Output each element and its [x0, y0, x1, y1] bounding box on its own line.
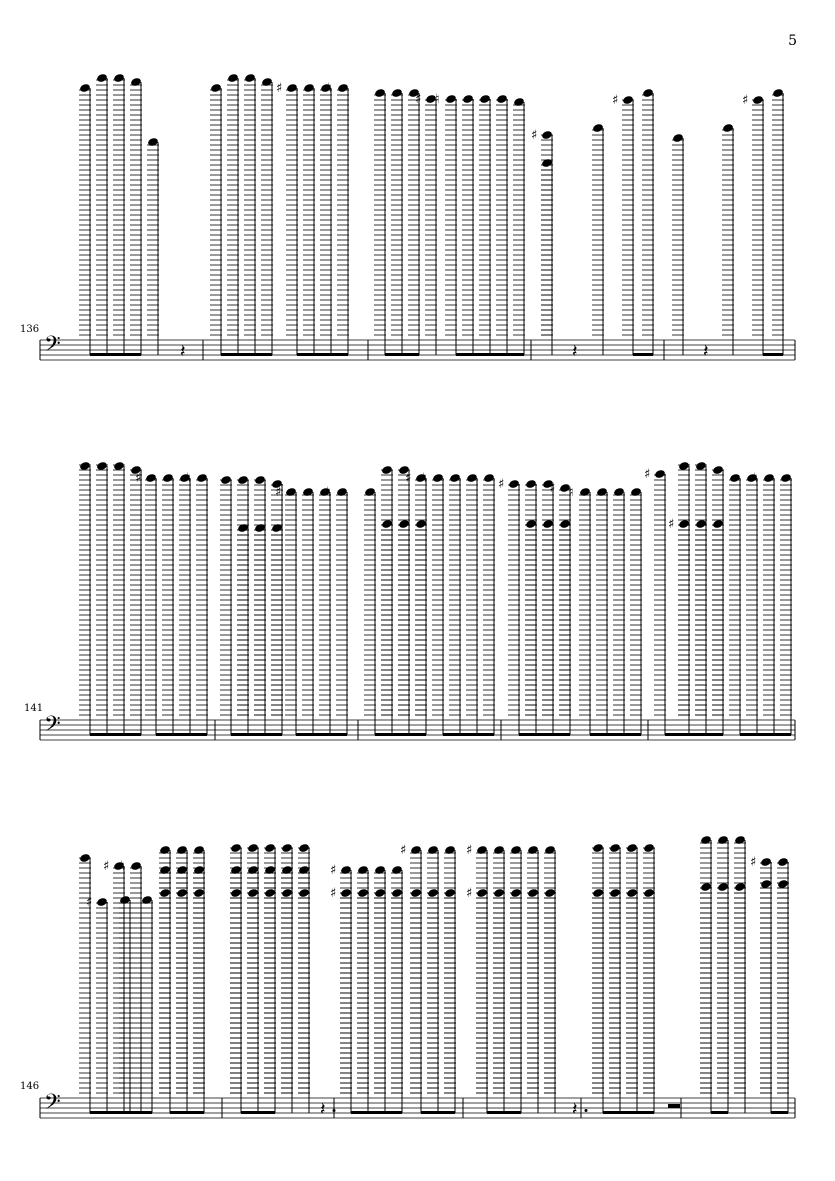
natural-icon: ♮: [326, 485, 331, 500]
notehead: [462, 94, 474, 104]
note: [364, 487, 376, 735]
notehead: [336, 487, 348, 497]
notehead: [630, 487, 642, 497]
beam: [665, 733, 723, 736]
note: [303, 83, 315, 355]
notehead: [772, 88, 784, 98]
note: [466, 473, 478, 735]
notehead: [466, 473, 478, 483]
note: [159, 888, 171, 1113]
note: [79, 461, 91, 735]
note: [210, 83, 222, 355]
notehead: [96, 73, 108, 83]
note: [141, 895, 153, 1113]
note: [668, 517, 690, 735]
notehead: [337, 83, 349, 93]
note: [135, 471, 157, 735]
notehead: [780, 473, 792, 483]
note: [449, 473, 461, 735]
notehead: [722, 123, 734, 133]
note: [79, 83, 91, 355]
note: [612, 93, 634, 355]
note: [113, 461, 125, 735]
note: [630, 487, 642, 735]
note: [422, 471, 444, 735]
beam: [385, 353, 419, 356]
notehead: [381, 465, 393, 475]
note: [559, 519, 571, 735]
note: [119, 895, 131, 1113]
sharp-icon: ♯: [531, 128, 538, 143]
notehead: [193, 845, 205, 855]
notehead: [176, 888, 188, 898]
notehead: [449, 473, 461, 483]
sharp-icon: ♯: [549, 481, 556, 496]
note: [276, 81, 298, 355]
beam: [90, 733, 141, 736]
bass-clef-icon: 𝄢: [44, 712, 61, 742]
note: [302, 487, 314, 735]
notehead: [79, 461, 91, 471]
notehead: [695, 519, 707, 529]
notehead: [196, 473, 208, 483]
sharp-icon: ♯: [86, 895, 93, 910]
note: [271, 479, 283, 735]
note: [398, 519, 410, 735]
note: [746, 473, 758, 735]
note: [193, 865, 205, 1113]
sharp-icon: ♯: [498, 477, 505, 492]
note: [435, 92, 457, 355]
note: [319, 487, 331, 735]
note: [96, 73, 108, 355]
notehead: [193, 888, 205, 898]
notehead: [261, 77, 273, 87]
sharp-icon: ♯: [415, 92, 422, 107]
notehead: [763, 473, 775, 483]
measure-number-system-3: 146: [20, 1081, 40, 1092]
notehead: [159, 888, 171, 898]
note: [374, 88, 386, 355]
note: [159, 865, 171, 1113]
note: [405, 471, 427, 735]
natural-icon: ♮: [120, 859, 125, 874]
notehead: [525, 519, 537, 529]
sharp-icon: ♯: [742, 93, 749, 108]
notehead: [254, 475, 266, 485]
note: [542, 479, 554, 735]
beam: [375, 733, 426, 736]
note: [498, 477, 520, 735]
beam: [456, 353, 524, 356]
notehead: [479, 94, 491, 104]
beam: [231, 733, 282, 736]
sharp-icon: ♯: [275, 485, 282, 500]
note: [327, 81, 349, 355]
notehead: [622, 95, 634, 105]
notehead: [513, 97, 525, 107]
note: [227, 73, 239, 355]
measure-number-system-2: 141: [24, 703, 44, 714]
notehead: [374, 88, 386, 98]
bass-clef-icon: 𝄢: [44, 1090, 61, 1120]
notehead: [79, 853, 91, 863]
beam: [221, 353, 272, 356]
note: [96, 461, 108, 735]
note: [381, 519, 393, 735]
note: [176, 865, 188, 1113]
note: [193, 888, 205, 1113]
notehead: [113, 461, 125, 471]
notehead: [237, 523, 249, 533]
notehead: [559, 519, 571, 529]
note: [722, 123, 734, 355]
notehead: [752, 95, 764, 105]
page-number: 5: [788, 33, 797, 49]
notehead: [398, 519, 410, 529]
note: [596, 487, 608, 735]
staff-system-3: [40, 835, 795, 1120]
notehead: [445, 94, 457, 104]
sharp-icon: ♯: [644, 467, 651, 482]
notehead: [119, 895, 131, 905]
note: [320, 83, 332, 355]
notehead: [579, 487, 591, 497]
bass-clef-icon: 𝄢: [44, 332, 61, 362]
quarter-rest-icon: 𝄽: [703, 341, 709, 362]
note: [244, 73, 256, 355]
notehead: [508, 479, 520, 489]
beam: [296, 733, 347, 736]
beam: [633, 353, 653, 356]
note: [592, 123, 604, 355]
quarter-rest-icon: 𝄽: [572, 341, 578, 362]
notehead: [381, 519, 393, 529]
notehead: [237, 475, 249, 485]
beam: [156, 733, 207, 736]
note: [695, 519, 707, 735]
note: [613, 487, 625, 735]
notehead: [695, 461, 707, 471]
notehead: [244, 73, 256, 83]
note: [186, 471, 208, 735]
notehead: [712, 519, 724, 529]
notehead: [672, 133, 684, 143]
note: [462, 94, 474, 355]
note: [391, 88, 403, 355]
notehead: [96, 461, 108, 471]
notehead: [678, 461, 690, 471]
note: [644, 467, 666, 735]
note: [179, 473, 191, 735]
note: [162, 473, 174, 735]
notehead: [210, 83, 222, 93]
notehead: [159, 865, 171, 875]
note: [220, 475, 232, 735]
notehead: [712, 465, 724, 475]
notehead: [592, 123, 604, 133]
note: [113, 73, 125, 355]
notehead: [432, 473, 444, 483]
note: [103, 859, 125, 1113]
note: [672, 133, 684, 355]
note: [780, 473, 792, 735]
notehead: [141, 895, 153, 905]
notehead: [162, 473, 174, 483]
note: [147, 137, 159, 355]
notehead: [130, 861, 142, 871]
staff-system-1: [40, 73, 795, 362]
notehead: [541, 158, 553, 168]
beam: [590, 733, 641, 736]
note: [176, 888, 188, 1113]
sharp-icon: ♯: [668, 517, 675, 532]
notehead: [147, 137, 159, 147]
note: [513, 97, 525, 355]
notehead: [415, 519, 427, 529]
note: [678, 461, 690, 735]
note: [130, 77, 142, 355]
notehead: [525, 479, 537, 489]
measure-number-system-1: 136: [20, 324, 40, 335]
notehead: [286, 83, 298, 93]
natural-icon: ♮: [753, 471, 758, 486]
notehead: [613, 487, 625, 497]
note: [415, 92, 437, 355]
notehead: [654, 469, 666, 479]
note: [549, 481, 571, 735]
notehead: [159, 845, 171, 855]
note: [542, 519, 554, 735]
note: [742, 93, 764, 355]
beam: [763, 353, 783, 356]
notehead: [271, 523, 283, 533]
notehead: [285, 487, 297, 497]
note: [479, 94, 491, 355]
notehead: [391, 88, 403, 98]
sharp-icon: ♯: [612, 93, 619, 108]
staff-system-2: [40, 461, 795, 742]
note: [753, 471, 775, 735]
notehead: [130, 77, 142, 87]
note: [569, 485, 591, 735]
notehead: [596, 487, 608, 497]
note: [408, 88, 420, 355]
note: [496, 94, 508, 355]
note: [271, 523, 283, 735]
sharp-icon: ♯: [103, 859, 110, 874]
quarter-rest-icon: 𝄽: [180, 341, 186, 362]
natural-icon: ♮: [327, 81, 332, 96]
notehead: [642, 88, 654, 98]
notehead: [220, 475, 232, 485]
notehead: [113, 73, 125, 83]
note: [642, 88, 654, 355]
sharp-icon: ♯: [405, 471, 412, 486]
note: [525, 519, 537, 735]
sharp-icon: ♯: [135, 471, 142, 486]
sharp-icon: ♯: [276, 81, 283, 96]
natural-icon: ♮: [422, 471, 427, 486]
natural-icon: ♮: [186, 471, 191, 486]
notehead: [96, 897, 108, 907]
note: [525, 479, 537, 735]
notehead: [729, 473, 741, 483]
note: [772, 88, 784, 355]
notehead: [193, 865, 205, 875]
beam: [519, 733, 570, 736]
note: [729, 473, 741, 735]
notehead: [254, 523, 266, 533]
notehead: [230, 843, 242, 853]
beam: [443, 733, 494, 736]
notehead: [303, 83, 315, 93]
natural-icon: ♮: [569, 485, 574, 500]
note: [541, 158, 553, 355]
note: [261, 77, 273, 355]
note: [483, 473, 495, 735]
beam: [90, 353, 141, 356]
notehead: [145, 473, 157, 483]
note: [695, 461, 707, 735]
notehead: [176, 845, 188, 855]
notehead: [227, 73, 239, 83]
notehead: [496, 94, 508, 104]
notehead: [176, 865, 188, 875]
beam: [740, 733, 791, 736]
note: [79, 853, 91, 1113]
notehead: [302, 487, 314, 497]
notehead: [79, 83, 91, 93]
note: [415, 519, 427, 735]
note: [254, 523, 266, 735]
notehead: [541, 130, 553, 140]
note: [130, 465, 142, 735]
notehead: [542, 519, 554, 529]
notehead: [483, 473, 495, 483]
notehead: [364, 487, 376, 497]
note: [237, 523, 249, 735]
beam: [297, 353, 348, 356]
note: [712, 519, 724, 735]
notehead: [678, 519, 690, 529]
natural-icon: ♮: [435, 92, 440, 107]
music-systems: [40, 73, 795, 1120]
